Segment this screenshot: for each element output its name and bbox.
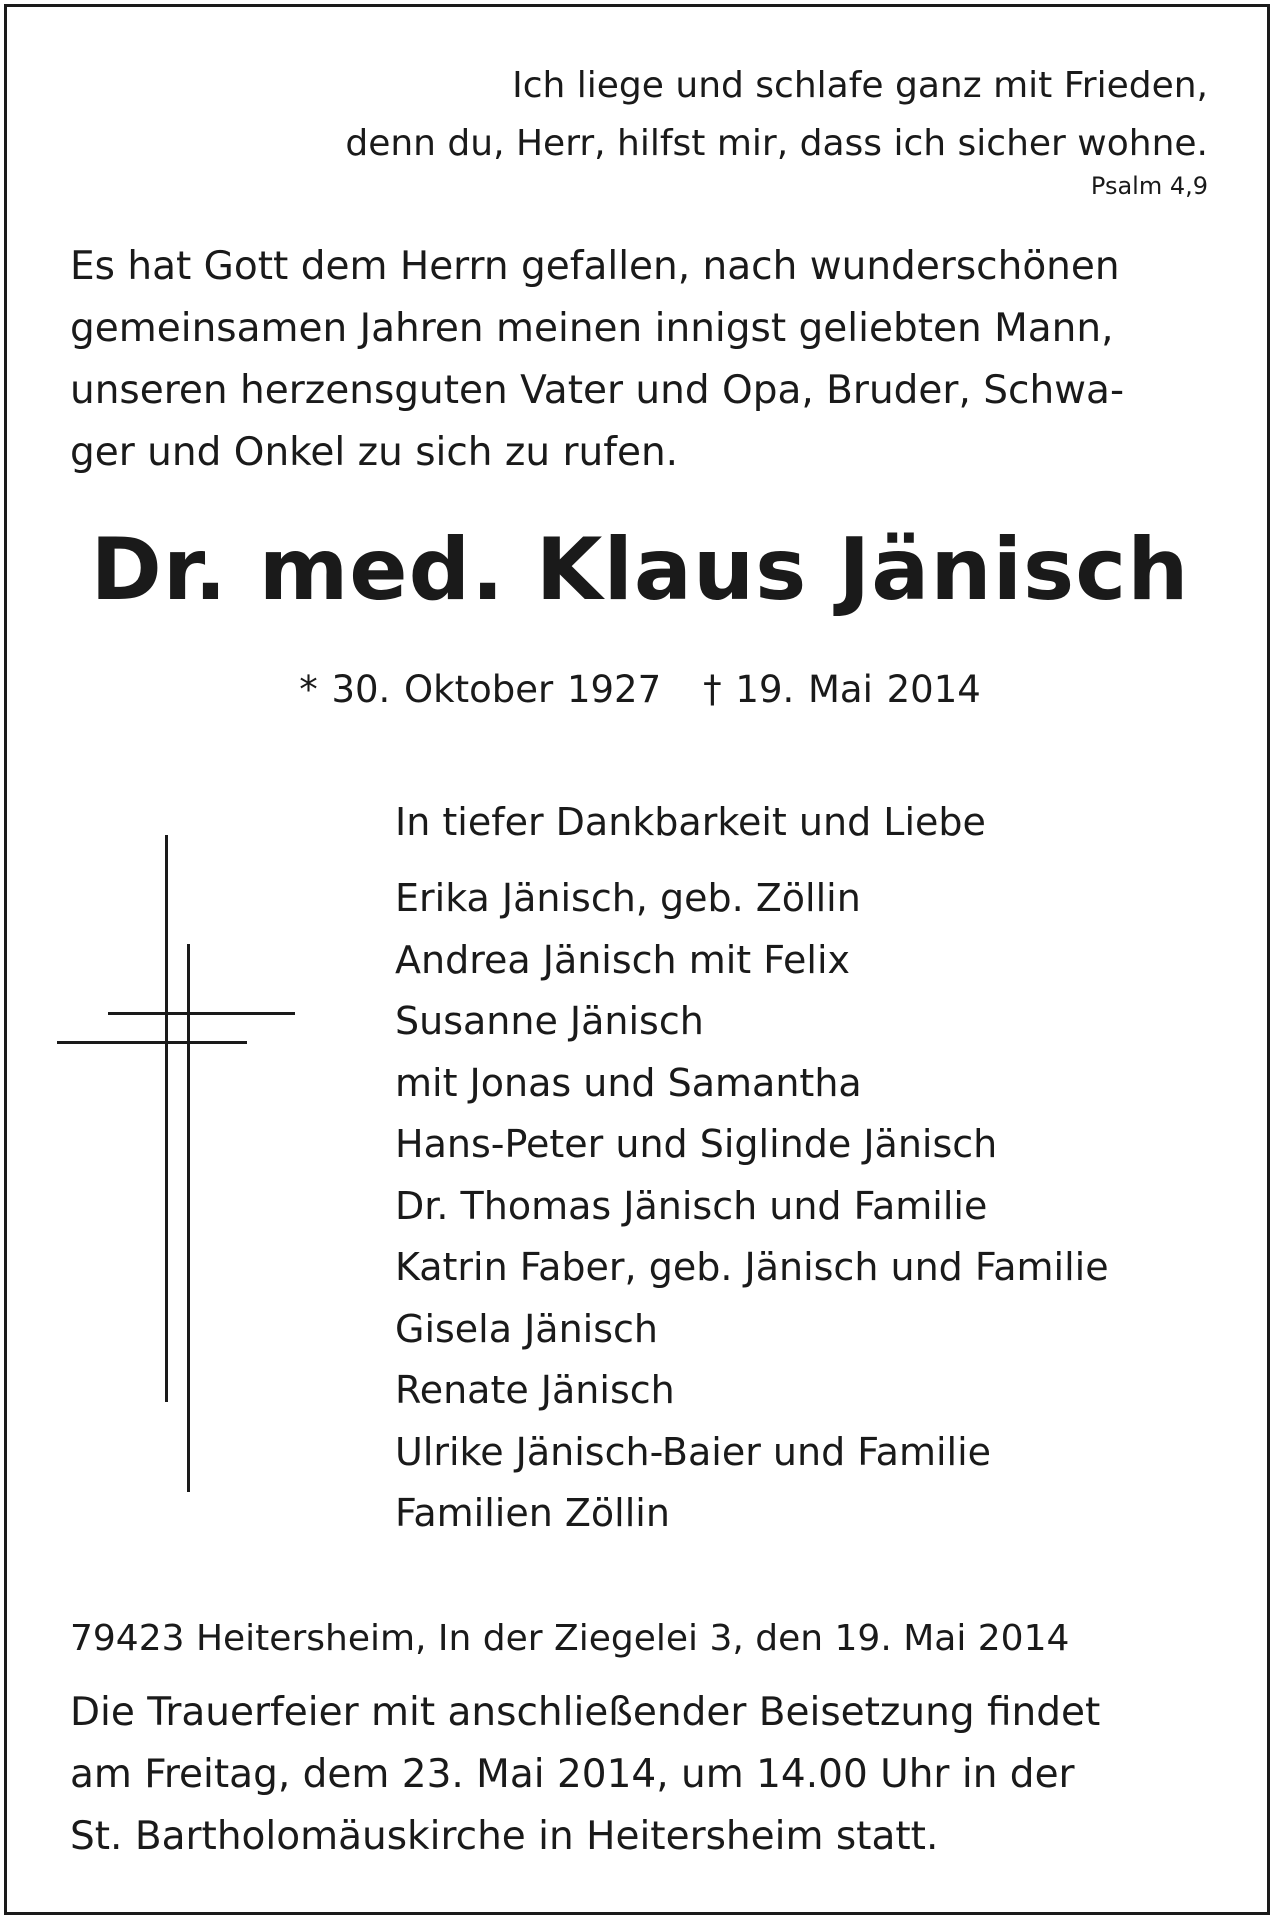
- mourner-name: Erika Jänisch, geb. Zöllin: [395, 876, 861, 920]
- intro-line-1: Es hat Gott dem Herrn gefallen, nach wunderschönen: [70, 244, 1120, 289]
- mourner-name: Dr. Thomas Jänisch und Familie: [395, 1183, 988, 1228]
- verse-line-1: Ich liege und schlafe ganz mit Frieden,: [512, 65, 1208, 106]
- verse-line-2: denn du, Herr, hilfst mir, dass ich sicher wohne.: [345, 123, 1208, 164]
- mourners-list: [395, 868, 1109, 1545]
- mourner-name: Familien Zöllin: [395, 1491, 670, 1535]
- mourner-name: Hans-Peter und Siglinde Jänisch: [395, 1122, 998, 1166]
- mourner-name: mit Jonas und Samantha: [395, 1060, 862, 1105]
- life-dates: [0, 668, 1280, 711]
- mourner-name: Andrea Jänisch mit Felix: [395, 937, 851, 982]
- intro-line-3: unseren herzensguten Vater und Opa, Bruder, Schwa-: [70, 368, 1125, 413]
- intro-line-2: gemeinsamen Jahren meinen innigst geliebten Mann,: [70, 306, 1114, 351]
- birth-date: * 30. Oktober 1927: [299, 668, 662, 711]
- mourner-name: Susanne Jänisch: [395, 999, 704, 1043]
- mourner-name: Renate Jänisch: [395, 1368, 675, 1412]
- verse-reference: Psalm 4,9: [1090, 172, 1208, 200]
- address-line: 79423 Heitersheim, In der Ziegelei 3, den 19. Mai 2014: [70, 1618, 1070, 1659]
- death-date: † 19. Mai 2014: [703, 668, 981, 711]
- mourner-name: Katrin Faber, geb. Jänisch und Familie: [395, 1245, 1109, 1289]
- funeral-line-3: St. Bartholomäuskirche in Heitersheim statt.: [70, 1814, 939, 1859]
- funeral-line-1: Die Trauerfeier mit anschließender Beisetzung findet: [70, 1690, 1101, 1735]
- deceased-name: Dr. med. Klaus Jänisch: [90, 520, 1190, 620]
- mourner-name: Ulrike Jänisch-Baier und Familie: [395, 1429, 992, 1474]
- funeral-line-2: am Freitag, dem 23. Mai 2014, um 14.00 Uhr in der: [70, 1752, 1075, 1797]
- intro-line-4: ger und Onkel zu sich zu rufen.: [70, 430, 679, 475]
- mourners-heading: In tiefer Dankbarkeit und Liebe: [395, 800, 986, 844]
- mourner-name: Gisela Jänisch: [395, 1306, 659, 1351]
